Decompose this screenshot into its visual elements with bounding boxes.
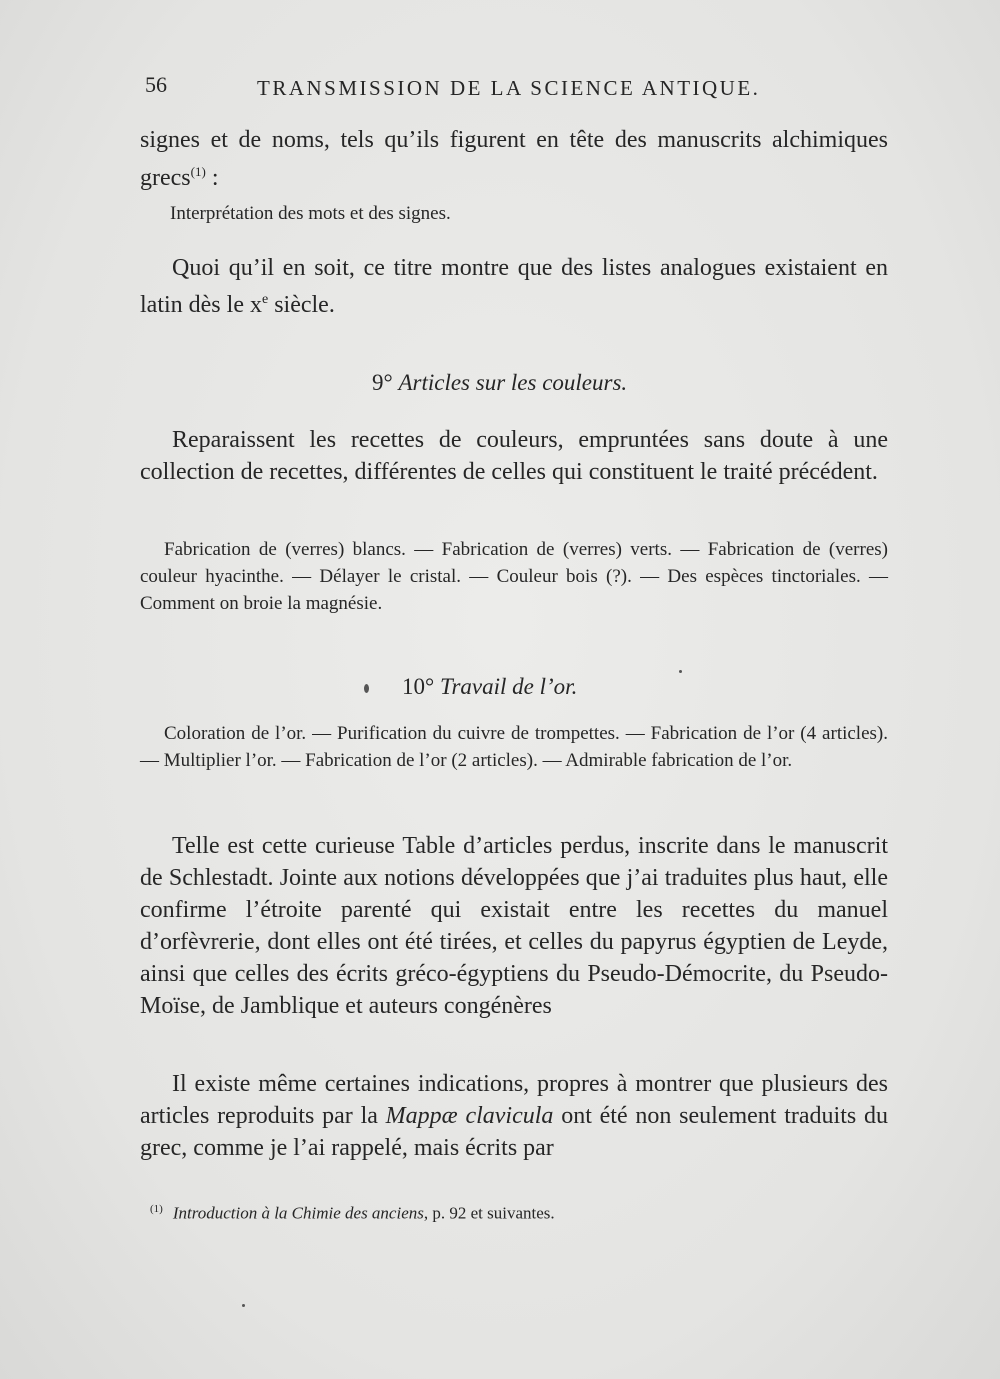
section-heading-9 xyxy=(372,370,627,396)
footnote xyxy=(150,1203,555,1224)
footnote-reference: (1) xyxy=(190,164,206,179)
section-title: Articles sur les couleurs. xyxy=(398,370,628,395)
running-title: TRANSMISSION DE LA SCIENCE ANTIQUE. xyxy=(257,76,761,100)
paragraph-text: Telle est cette curieuse Table d’articles perdus, inscrite dans le manuscrit de Schlestadt. Jointe aux notions développées que j’ai traduites plus haut, elle confirme l’étroite parenté qui existait entre les recettes du manuel d’orfèvrerie, dont elles ont été tirées, et celles du papyrus égyptien de Leyde, ainsi que celles des écrits gréco-égyptiens du Pseudo-Démocrite, du Pseudo-Moïse, de Jamblique et auteurs congénères xyxy=(140,833,888,1019)
list-colors xyxy=(140,536,888,617)
ink-speck xyxy=(242,1304,245,1307)
paragraph-latin-lists xyxy=(140,252,888,321)
list-text: Fabrication de (verres) blancs. — Fabrication de (verres) verts. — Fabrication de (verres) couleur hyacinthe. — Délayer le cristal. — Couleur bois (?). — Des espèces tinctoriales. — Comment on broie la magnésie. xyxy=(140,539,888,614)
paragraph-continuation xyxy=(140,124,888,194)
list-text: Interprétation des mots et des signes. xyxy=(170,203,451,224)
paragraph-indications xyxy=(140,1068,888,1164)
footnote-marker: (1) xyxy=(150,1203,163,1215)
section-number: 9° xyxy=(372,370,393,395)
list-gold xyxy=(140,720,888,774)
page-number: 56 xyxy=(145,72,167,97)
paragraph-table xyxy=(140,830,888,1022)
section-heading-10 xyxy=(402,674,577,700)
list-text: Coloration de l’or. — Purification du cuivre de trompettes. — Fabrication de l’or (4 articles). — Multiplier l’or. — Fabrication de l’or (2 articles). — Admirable fabrication de l’or. xyxy=(140,723,888,771)
paragraph-text xyxy=(140,124,888,194)
paragraph-body: Il existe même certaines indications, propres à montrer que plusieurs des articles reproduits par la xyxy=(140,1071,888,1129)
page-header xyxy=(145,72,785,106)
paragraph-text xyxy=(140,252,888,321)
paragraph-text xyxy=(140,1068,888,1164)
ink-speck xyxy=(679,670,682,673)
list-signs xyxy=(170,200,870,227)
paragraph-body: Quoi qu’il en soit, ce titre montre que des listes analogues existaient en latin dès le x xyxy=(140,255,888,318)
footnote-rest: , p. 92 et suivantes. xyxy=(423,1203,555,1223)
italic-title: Mappæ clavicula xyxy=(385,1103,554,1129)
paragraph-tail: siècle. xyxy=(268,292,335,318)
section-number: 10° xyxy=(402,674,435,699)
paragraph-body: signes et de noms, tels qu’ils figurent en tête des manuscrits alchimiques grecs xyxy=(140,127,888,191)
footnote-title: Introduction à la Chimie des anciens xyxy=(172,1203,424,1223)
paragraph-text: Reparaissent les recettes de couleurs, empruntées sans doute à une collection de recettes, différentes de celles qui constituent le traité précédent. xyxy=(140,427,888,485)
ink-speck xyxy=(364,684,369,693)
paragraph-tail: ont été non seulement traduits du grec, comme je l’ai rappelé, mais écrits par xyxy=(140,1103,888,1161)
section-title: Travail de l’or. xyxy=(439,674,578,699)
paragraph-tail: : xyxy=(205,165,219,191)
superscript: e xyxy=(261,292,269,307)
paragraph-colors xyxy=(140,424,888,488)
